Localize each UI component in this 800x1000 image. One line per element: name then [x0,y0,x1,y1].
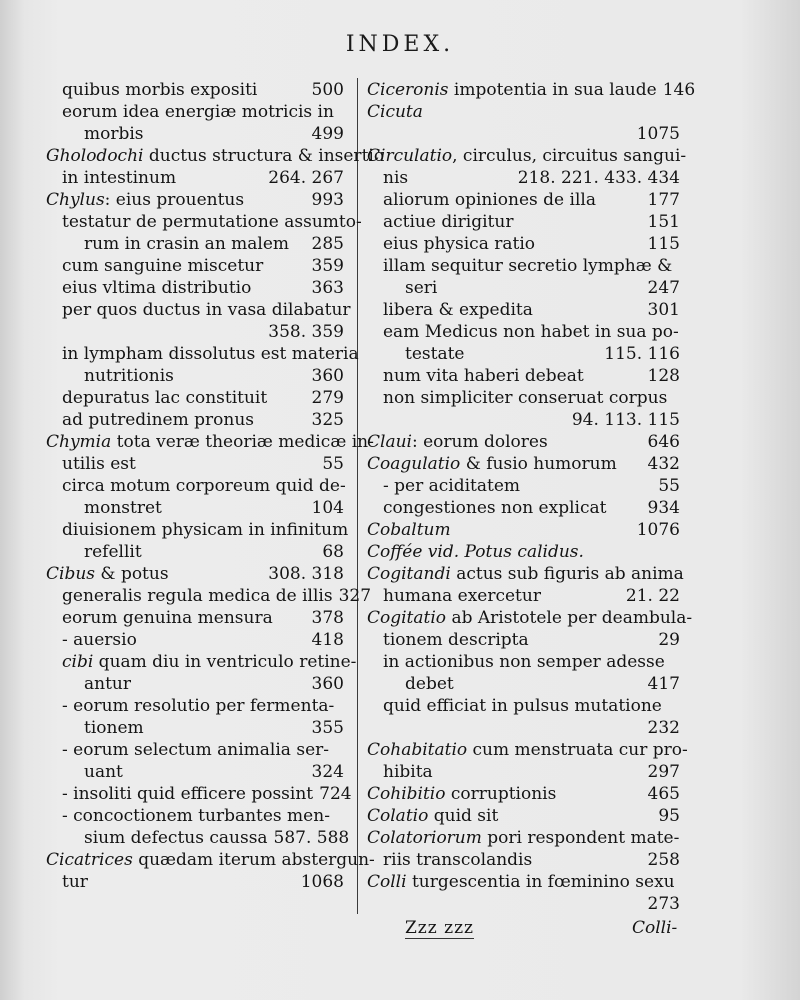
entry-headword: Cohabitatio [367,740,468,760]
index-entry [44,629,344,651]
entry-headword: Colatoriorum [367,828,482,848]
entry-text [62,651,356,673]
index-entry [44,849,375,871]
entry-text [62,453,316,475]
entry-text [383,321,680,343]
entry-description: diuisionem physicam in infinitum [62,520,349,540]
index-entry [44,651,357,673]
index-entry [365,563,684,585]
entry-text [383,167,512,189]
entry-text [62,343,359,365]
entry-text [62,211,362,233]
entry-headword: Cohibitio [367,784,446,804]
entry-text [367,607,692,629]
entry-text [367,871,680,893]
index-entry [44,497,344,519]
index-entry [44,563,344,585]
entry-text [383,365,642,387]
entry-description: eius vltima distributio [62,278,252,298]
entry-description: hibita [383,762,433,782]
entry-description: - per aciditatem [383,476,521,496]
entry-text [383,695,680,717]
entry-headword: Cicuta [367,102,423,122]
entry-text [367,563,684,585]
entry-text [62,101,344,123]
entry-text [84,123,306,145]
entry-description: debet [405,674,454,694]
index-entry [365,189,680,211]
entry-description: actus sub figuris ab anima [450,564,684,584]
entry-headword: Colatio [367,806,429,826]
page-reference: 360 [311,674,344,694]
entry-description: - concoctionem turbantes men- [62,806,330,826]
entry-description: utilis est [62,454,136,474]
index-entry [365,651,680,673]
page-reference: 418 [311,630,344,650]
entry-description: tionem [84,718,144,738]
page-reference: 21. 22 [625,586,680,606]
index-entry [365,145,687,167]
index-entry [44,233,344,255]
entry-description: humana exercetur [383,586,541,606]
entry-description: ductus structura & insertio [143,146,385,166]
entry-text [62,629,306,651]
index-entry [44,409,344,431]
page-reference: 646 [647,432,680,452]
entry-description: nutritionis [84,366,174,386]
entry-description: actiue dirigitur [383,212,514,232]
page-reference: 1068 [300,872,344,892]
page-reference: 68 [322,542,344,562]
entry-description: quædam iterum abstergun- [132,850,375,870]
catchword: Colli- [632,918,678,938]
entry-text [367,101,680,123]
column-divider [357,78,358,914]
index-entry [365,893,680,915]
entry-text [383,761,642,783]
page-reference: 301 [647,300,680,320]
entry-description: & fusio humorum [460,454,617,474]
index-entry [44,607,344,629]
entry-headword: cibi [62,652,94,672]
page-reference: 128 [647,366,680,386]
entry-text [405,277,642,299]
entry-text [84,541,316,563]
entry-text [62,519,348,541]
page-reference: 104 [311,498,344,518]
entry-description: - eorum resolutio per fermenta- [62,696,335,716]
entry-description: generalis regula medica de illis [62,586,333,606]
entry-description: testatur de permutatione assumto- [62,212,362,232]
entry-headword: Cibus [46,564,95,584]
page-reference: 95 [658,806,680,826]
index-entry [44,453,344,475]
entry-text [84,233,306,255]
entry-text [383,849,642,871]
entry-description: nis [383,168,409,188]
entry-description: eam Medicus non habet in sua po- [383,322,679,342]
page-reference: 324 [311,762,344,782]
entry-headword: Coagulatio [367,454,461,474]
entry-description: seri [405,278,438,298]
entry-text [367,827,680,849]
entry-description: testate [405,344,465,364]
entry-description: refellit [84,542,142,562]
index-entry [365,585,680,607]
entry-text [84,761,306,783]
entry-description: rum in crasin an malem [84,234,290,254]
entry-description: : eius prouentus [104,190,245,210]
index-entry [365,805,680,827]
entry-text [46,145,384,167]
page-reference: 499 [311,124,344,144]
index-entry [365,717,680,739]
index-entry [365,497,680,519]
index-entry [44,145,385,167]
entry-headword: Circulatio [367,146,453,166]
index-entry [365,387,680,409]
index-entry [44,871,344,893]
page-reference: 500 [311,80,344,100]
entry-headword: Cicatrices [46,850,133,870]
entry-description: : eorum dolores [411,432,548,452]
entry-text [62,79,306,101]
page-reference: 432 [647,454,680,474]
page-reference: 247 [647,278,680,298]
entry-description: per quos ductus in vasa dilabatur [62,300,351,320]
page-reference: 465 [647,784,680,804]
index-entry [365,277,680,299]
index-entry [44,387,344,409]
entry-description: quam diu in ventriculo retine- [93,652,357,672]
entry-text [62,607,306,629]
entry-text [62,475,346,497]
index-entry [365,431,680,453]
page-reference: 327 [338,586,372,606]
index-entry [44,123,344,145]
page-reference: 232 [647,718,680,738]
page-reference: 177 [647,190,680,210]
page-reference: 308. 318 [268,564,344,584]
entry-text [46,431,374,453]
page-reference: 1075 [636,124,680,144]
left-column [44,79,385,893]
index-entry [44,79,344,101]
entry-text [367,431,642,453]
entry-description: monstret [84,498,162,518]
index-entry [44,717,344,739]
entry-text [383,475,652,497]
entry-description: in intestinum [62,168,177,188]
entry-text [383,189,642,211]
index-entry [44,475,344,497]
index-entry [44,827,350,849]
page-reference: 358. 359 [268,322,344,342]
entry-description: & potus [95,564,169,584]
index-entry [365,673,680,695]
page-footer [0,918,800,942]
page-reference: 363 [311,278,344,298]
index-entry [44,299,351,321]
entry-text [367,783,642,805]
index-entry [44,277,344,299]
page-reference: 146 [662,80,696,100]
index-entry [44,739,344,761]
entry-description: eius physica ratio [383,234,535,254]
index-entry [365,321,680,343]
entry-text [62,871,295,893]
entry-text [62,783,313,805]
entry-headword: Cobaltum [367,520,451,540]
index-entry [365,79,696,101]
page-header: INDEX. [345,32,455,57]
entry-description: impotentia in sua laude [448,80,657,100]
entry-description: - insoliti quid efficere possint [62,784,314,804]
index-entry [44,805,344,827]
index-entry [44,761,344,783]
entry-text [383,651,680,673]
entry-text [367,805,652,827]
index-entry [44,321,344,343]
entry-text [62,585,333,607]
index-entry [365,739,688,761]
index-entry [44,585,372,607]
entry-description: non simpliciter conseruat corpus [383,388,668,408]
entry-description: ad putredinem pronus [62,410,254,430]
page-reference: 218. 221. 433. 434 [517,168,680,188]
index-entry [365,255,680,277]
entry-text [84,365,306,387]
entry-headword: Coffée vid. Potus calidus. [367,542,584,562]
entry-text [62,255,306,277]
entry-description: tota veræ theoriæ medicæ in- [111,432,374,452]
index-entry [365,871,680,893]
page-reference: 297 [647,762,680,782]
entry-description: tur [62,872,88,892]
index-entry [44,783,352,805]
signature-mark: Zzz zzz [405,918,474,938]
entry-description: cum menstruata cur pro- [467,740,688,760]
page-reference: 115. 116 [604,344,680,364]
page-reference: 325 [311,410,344,430]
entry-text [84,673,306,695]
index-entry [365,167,680,189]
index-entry [365,849,680,871]
entry-description: - eorum selectum animalia ser- [62,740,329,760]
entry-text [383,233,642,255]
entry-description: congestiones non explicat [383,498,607,518]
entry-description: eorum idea energiæ motricis in [62,102,334,122]
entry-description: corruptionis [445,784,557,804]
index-entry [365,827,680,849]
entry-headword: Ciceronis [367,80,449,100]
index-entry [365,519,680,541]
entry-description: in actionibus non semper adesse [383,652,665,672]
entry-text [62,299,351,321]
index-entry [365,541,680,563]
page-reference: 273 [647,894,680,914]
index-entry [44,255,344,277]
entry-text [46,849,375,871]
entry-text [62,277,306,299]
index-entry [365,475,680,497]
entry-headword: Cogitatio [367,608,447,628]
index-entry [365,409,680,431]
index-entry [44,343,359,365]
page-reference: 993 [311,190,344,210]
index-entry [365,783,680,805]
page-reference: 359 [311,256,344,276]
entry-description: - auersio [62,630,137,650]
entry-text [383,299,642,321]
entry-text [62,167,262,189]
entry-text [367,453,642,475]
index-entry [44,431,374,453]
entry-description: eorum genuina mensura [62,608,273,628]
entry-description: tionem descripta [383,630,529,650]
entry-description: cum sanguine miscetur [62,256,264,276]
entry-text [62,739,344,761]
entry-description: in lympham dissolutus est materia [62,344,359,364]
entry-headword: Colli [367,872,407,892]
index-entry [44,211,362,233]
entry-headword: Cogitandi [367,564,451,584]
entry-headword: Claui [367,432,412,452]
page-reference: 29 [658,630,680,650]
page-reference: 1076 [636,520,680,540]
entry-headword: Chymia [46,432,112,452]
index-entry [44,541,344,563]
index-entry [365,695,680,717]
index-entry [365,233,680,255]
entry-description: pori respondent mate- [481,828,680,848]
entry-description: depuratus lac constituit [62,388,268,408]
entry-text [46,563,262,585]
index-entry [365,299,680,321]
page-reference: 934 [647,498,680,518]
entry-description: num vita haberi debeat [383,366,584,386]
page-reference: 279 [311,388,344,408]
index-entry [44,365,344,387]
page-reference: 360 [311,366,344,386]
entry-description: aliorum opiniones de illa [383,190,596,210]
entry-text [383,387,680,409]
page-reference: 724 [319,784,352,804]
entry-description: morbis [84,124,144,144]
page-reference: 55 [322,454,344,474]
page-reference: 378 [311,608,344,628]
index-entry [44,673,344,695]
index-entry [44,695,344,717]
page-reference: 94. 113. 115 [571,410,680,430]
entry-text [383,255,680,277]
entry-text [46,189,306,211]
index-entry [44,167,344,189]
page-reference: 417 [647,674,680,694]
entry-text [383,585,620,607]
page-reference: 151 [647,212,680,232]
entry-text [367,519,631,541]
entry-text [62,387,306,409]
index-entry [365,343,680,365]
index-entry [365,453,680,475]
right-column [365,79,696,915]
entry-description: circa motum corporeum quid de- [62,476,346,496]
entry-description: quid efficiat in pulsus mutatione [383,696,662,716]
index-entry [44,101,344,123]
entry-description: libera & expedita [383,300,533,320]
page-reference: 285 [311,234,344,254]
entry-text [84,827,268,849]
entry-text [84,717,306,739]
entry-text [367,739,688,761]
page-reference: 587. 588 [273,828,350,848]
entry-text [383,211,642,233]
index-entry [365,123,680,145]
entry-headword: Gholodochi [46,146,144,166]
entry-text [62,805,344,827]
entry-text [367,145,686,167]
index-entry [365,629,680,651]
entry-description: ab Aristotele per deambula- [446,608,693,628]
entry-text [367,541,680,563]
index-entry [44,519,349,541]
entry-text [62,409,306,431]
entry-description: , circulus, circuitus sangui- [452,146,687,166]
index-entry [365,607,693,629]
index-entry [44,189,344,211]
index-entry [365,211,680,233]
entry-text [62,695,344,717]
entry-text [405,673,642,695]
entry-headword: Chylus [46,190,105,210]
entry-description: turgescentia in fœminino sexu [406,872,675,892]
entry-text [383,629,652,651]
entry-text [405,343,598,365]
entry-description: antur [84,674,131,694]
page-reference: 115 [647,234,680,254]
entry-text [84,497,306,519]
entry-description: uant [84,762,123,782]
entry-description: sium defectus caussa [84,828,268,848]
page-reference: 355 [311,718,344,738]
entry-description: quibus morbis expositi [62,80,258,100]
entry-text [367,79,657,101]
index-entry [365,101,680,123]
page-reference: 55 [658,476,680,496]
entry-text [383,497,642,519]
index-entry [365,761,680,783]
page-reference: 258 [647,850,680,870]
entry-description: illam sequitur secretio lymphæ & [383,256,673,276]
page-reference: 264. 267 [268,168,344,188]
index-entry [365,365,680,387]
entry-description: riis transcolandis [383,850,533,870]
entry-description: quid sit [428,806,499,826]
